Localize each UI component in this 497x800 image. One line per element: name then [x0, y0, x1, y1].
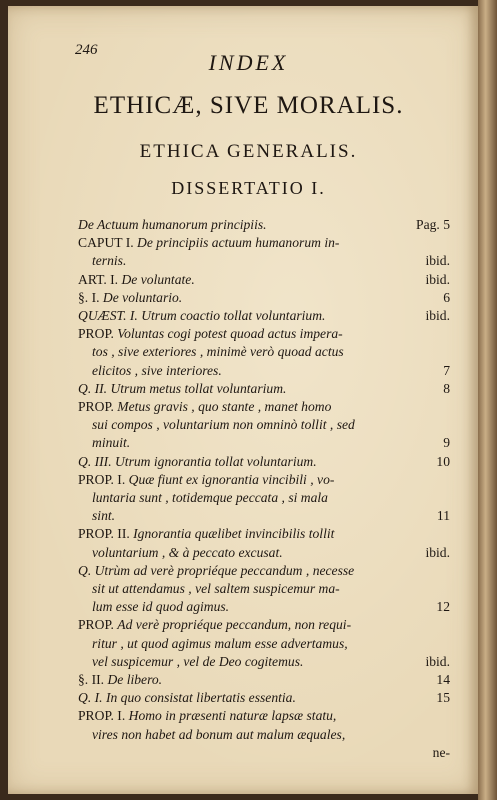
entry-text: Ad verè propriéque peccandum, non requi- — [117, 617, 352, 633]
index-entry — [78, 216, 450, 234]
entry-text: Ignorantia quælibet invincibilis tollit — [133, 526, 335, 542]
index-entry — [78, 380, 450, 398]
entry-text: luntaria sunt , totidemque peccata , si mala — [92, 490, 328, 505]
title-main: ETHICÆ, SIVE MORALIS. — [93, 92, 404, 119]
index-entry — [78, 671, 450, 689]
title-sub: ETHICA GENERALIS. — [139, 141, 358, 162]
title-section: DISSERTATIO I. — [171, 178, 326, 198]
index-entry — [92, 598, 450, 616]
entry-text: Q. Utrùm ad verè propriéque peccandum , necesse — [78, 562, 355, 578]
entry-page-ref: ibid. — [425, 544, 450, 560]
index-entry — [92, 580, 450, 598]
entry-text: ternis. — [92, 253, 127, 269]
index-entry — [92, 362, 450, 380]
entry-page-ref: 9 — [443, 435, 450, 451]
entry-lead: §. II. — [78, 672, 108, 687]
entry-text: minuit. — [92, 435, 131, 451]
entry-text: sui compos , voluntarium non omninò tollit , sed — [92, 417, 355, 433]
entry-text: De Actuum humanorum principiis. — [78, 217, 267, 232]
index-entry — [78, 689, 450, 707]
entry-page-ref: ibid. — [425, 653, 450, 669]
index-entry — [92, 252, 450, 270]
entry-text: tos , sive exteriores , minimè verò quoad actus — [92, 344, 344, 360]
entry-page-ref: ibid. — [425, 253, 450, 269]
index-entry — [78, 744, 450, 762]
entry-text: Q. I. In quo consistat libertatis essentia. — [78, 690, 296, 706]
index-entry — [78, 707, 450, 725]
index-entry — [92, 489, 450, 507]
entry-text: Q. II. Utrum metus tollat voluntarium. — [78, 380, 287, 396]
entry-lead: §. I. — [78, 289, 103, 305]
entry-page-ref: ibid. — [425, 308, 450, 323]
entry-page-ref: 10 — [436, 453, 450, 469]
entry-text: lum esse id quod agimus. — [92, 599, 230, 615]
entry-lead: PROP. I. — [78, 471, 129, 487]
index-entry — [92, 416, 450, 434]
entry-text: voluntarium , & à peccato excusat. — [92, 544, 283, 560]
entry-page-ref: 11 — [436, 508, 450, 524]
index-entry — [92, 726, 450, 744]
entry-text: De voluntate. — [121, 271, 195, 287]
page-edge — [478, 0, 497, 800]
index-entry — [78, 562, 450, 580]
entry-page-ref: Pag. 5 — [416, 217, 450, 232]
entry-page-ref: 7 — [443, 362, 450, 378]
entry-page-ref: 6 — [443, 289, 450, 305]
index-entry — [92, 434, 450, 452]
entry-text: De principiis actuum humanorum in- — [137, 235, 340, 251]
index-entry — [92, 507, 450, 525]
index-entry — [78, 525, 450, 543]
index-entry — [92, 343, 450, 361]
entry-text: vires non habet ad bonum aut malum æquales, — [92, 726, 346, 742]
index-entry — [78, 289, 450, 307]
entry-lead: PROP. — [78, 399, 118, 414]
index-entry — [92, 635, 450, 653]
index-entry — [92, 653, 450, 671]
entry-text: Quæ fiunt ex ignorantia vincibili , vo- — [128, 471, 335, 487]
entry-text: sint. — [92, 508, 116, 524]
entry-page-ref: 15 — [436, 690, 450, 706]
page-number: 246 — [75, 42, 98, 58]
index-entry — [78, 271, 450, 289]
title-index: INDEX — [208, 50, 289, 75]
entry-page-ref: 8 — [443, 380, 450, 396]
index-entry — [78, 453, 450, 471]
entry-text: De libero. — [107, 672, 163, 687]
index-entry — [78, 616, 450, 634]
entry-text: Voluntas cogi potest quoad actus impera- — [117, 326, 343, 342]
entry-lead: PROP. II. — [78, 526, 134, 542]
entry-page-ref: ibid. — [425, 271, 450, 287]
entry-text: De voluntario. — [102, 289, 183, 305]
entry-text: elicitos , sive interiores. — [92, 362, 222, 378]
entry-page-ref: 14 — [436, 672, 450, 687]
entry-text: QUÆST. I. Utrum coactio tollat voluntarium. — [78, 308, 326, 323]
entry-text: sit ut attendamus , vel saltem suspicemur ma- — [92, 581, 340, 596]
entry-page-ref: ne- — [432, 744, 450, 760]
index-entry — [78, 471, 450, 489]
entry-text: Homo in præsenti naturæ lapsæ statu, — [128, 708, 337, 724]
entry-text: vel suspicemur , vel de Deo cogitemus. — [92, 653, 304, 669]
entry-lead: PROP. I. — [78, 708, 129, 724]
index-entry — [92, 544, 450, 562]
index-entry — [78, 325, 450, 343]
entry-lead: ART. I. — [78, 271, 122, 287]
entry-text: Metus gravis , quo stante , manet homo — [117, 399, 332, 414]
entry-text: Q. III. Utrum ignorantia tollat voluntarium. — [78, 453, 317, 469]
entry-lead: CAPUT I. — [78, 235, 138, 251]
entry-lead: PROP. — [78, 617, 118, 633]
entry-text: ritur , ut quod agimus malum esse advertamus, — [92, 635, 348, 651]
entry-lead: PROP. — [78, 326, 118, 342]
index-entry — [78, 398, 450, 416]
entry-page-ref: 12 — [436, 599, 450, 615]
index-entry — [78, 307, 450, 325]
index-entry — [78, 234, 450, 252]
